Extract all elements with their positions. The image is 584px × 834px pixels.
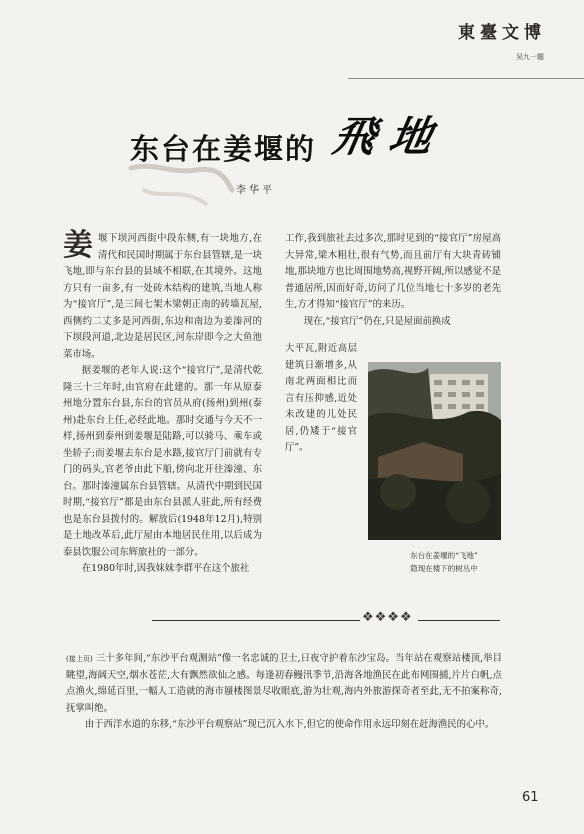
drop-cap: 姜 [63,228,93,263]
continued-article [66,651,502,734]
section-divider-line [152,620,360,621]
body-column-left [63,228,262,578]
paragraph: 姜堰下坝河西街中段东侧,有一块地方,在清代和民国时期属于东台县管辖,是一块飞地,即与东台县的县域不相联,在其境外。这地方只有一亩多,有一处砖木结构的建筑,当地人称为“接官厅”,是三间七架木梁朝正南的砖墙瓦屋,西侧约二丈多是河西街,东边和南边为姜溱河的下坝段河道,北边是居民区,河东岸即今之大鱼池菜市场。 [63,228,262,360]
photo-image [368,362,501,540]
paragraph: 大平瓦,附近高层建筑日渐增多,从南北两面相比而言有压抑感,近处未改建的儿处民居,仍矮于“接官厅”。 [285,343,357,453]
paragraph: 在1980年时,因我妹妹李群平在这个旅社 [81,563,250,574]
continued-label: (接上页) [66,655,93,663]
photo-caption-line: 隐现在楼下的树丛中 [410,564,478,573]
paragraph: 由于西洋水道的东移,“东沙平台观察站”现已沉入水下,但它的使命作用永远印刻在赶海渔民的心中。 [84,719,495,730]
article-title: 东台在姜堰的 [130,132,317,166]
paragraph: 现在,“接官厅”仍在,只是屋面前换成 [303,315,451,327]
page-number: 61 [522,790,539,805]
paragraph: 据姜堰的老年人说:这个“接官厅”,是清代乾隆三十三年时,由官府在此建的。那一年从原泰州地分置东台县,东台的官员从府(扬州)到州(泰州)赴东台上任,必经此地。那时交通与今天不一样,扬州到泰州到姜堰是陆路,可以骑马、乘车或坐轿子;而姜堰去东台是水路,接官厅门前就有专门的码头,官老爷由此下船,傍向北开往溱潼、东台。那时溱潼属东台县管辖。从清代中期到民国时期,“接官厅”都是由东台县派人驻此,所有经费也是东台县拨付的。解放后(1948年12月),特别是土地改革后,此厅屋由本地居民住用,以后成为泰县饮服公司东辉旅社的一部分。 [63,365,262,558]
article-author: 李华平 [236,185,275,196]
column-title-signature: 吴九一題 [516,53,544,61]
body-column-right [285,231,501,330]
section-divider-line [418,620,500,621]
photo-caption [374,549,514,575]
photo-caption-line: 东台在姜堰的“飞地” [410,551,478,560]
body-column-right-side [285,341,357,457]
paragraph: 工作,我到旅社去过多次,那时见到的“接官厅”房屋高大异常,梁木粗壮,很有气势,而且前厅有大块青砖铺地,那块地方也比周围地势高,视野开阔,所以感觉不是普通居所,因而好奇,访问了几位当地七十多岁的老先生,方才得知“接官厅”的来历。 [285,233,501,310]
section-divider-ornament: ❖❖❖❖ [362,610,413,625]
column-title: 東臺文博 [458,23,546,43]
header-rule [348,78,584,79]
article-photo [368,362,501,540]
article-title-calligraphy: 飛地 [329,112,450,161]
paragraph: (接上页) 三十多年间,“东沙平台观测站”像一名忠诚的卫士,日夜守护着东沙宝岛。当年站在观察站楼顶,举目眺望,海阔天空,烟水苍茫,大有飘然欲仙之感。每逢初春鳗汛季节,沿海各地渔民在此布网围捕,片片白帆,点点渔火,绵延百里,一幅人工造就的海市蜃楼图景尽收眼底,游为壮观,海内外旅游探奇者至此,无不拍案称奇,抚掌叫绝。 [66,653,503,714]
